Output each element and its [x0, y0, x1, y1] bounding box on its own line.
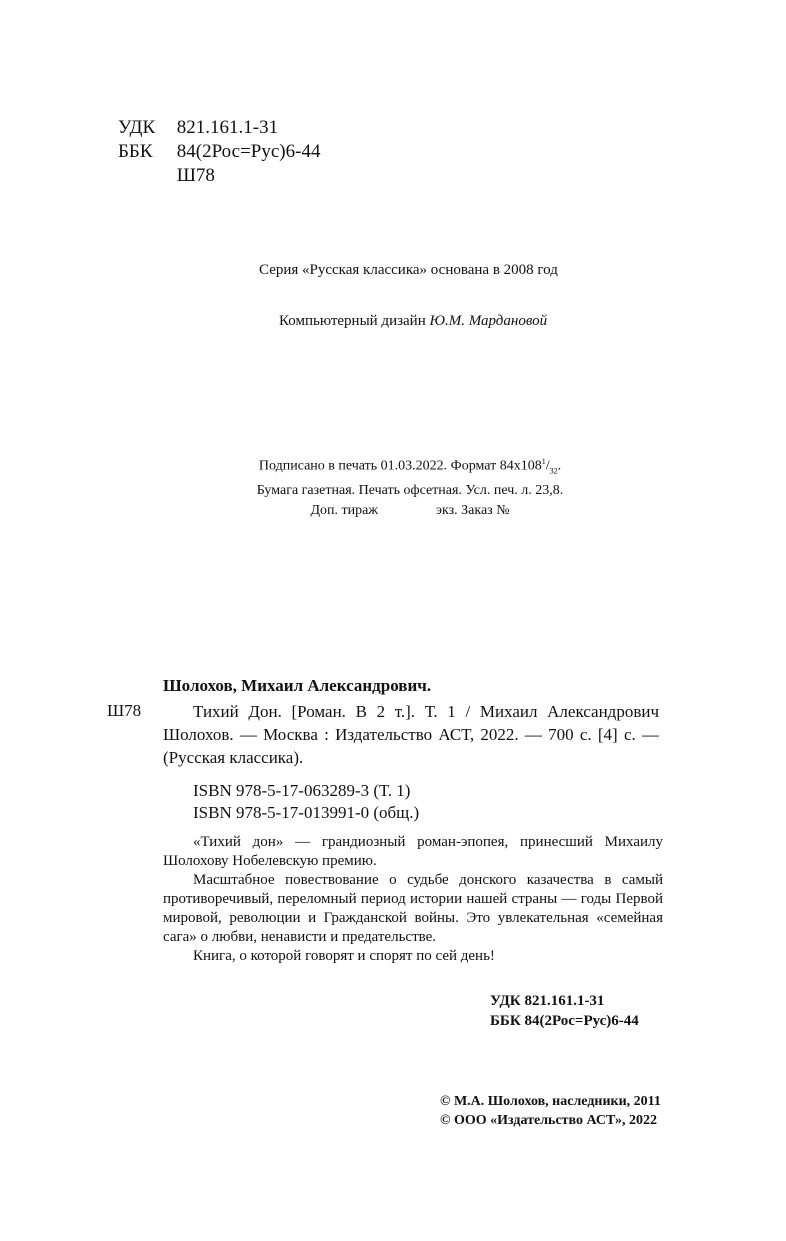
- design-credit-prefix: Компьютерный дизайн: [279, 313, 426, 329]
- annotation-paragraph: Масштабное повествование о судьбе донского казачества в самый противоречивый, переломный период истории нашей страны — годы Первой мировой, революции и Гражданской войны. Это увлекательная «семейная сага» о любви, ненависти и предательстве.: [163, 872, 663, 945]
- classification-block: [118, 116, 320, 188]
- design-credit: [279, 313, 547, 330]
- imprint-line-2: Бумага газетная. Печать офсетная. Усл. печ. л. 23,8.: [256, 483, 564, 499]
- copyright-author: © М.А. Шолохов, наследники, 2011: [440, 1094, 661, 1109]
- isbn-block: [193, 780, 419, 824]
- copyright-publisher: © ООО «Издательство АСТ», 2022: [440, 1113, 658, 1128]
- author-mark: Ш78: [176, 165, 215, 186]
- udk-value: 821.161.1-31: [176, 117, 279, 138]
- imprint-line-1: Подписано в печать 01.03.2022. Формат $84x108^1/_{32}$.: [258, 457, 562, 476]
- annotation: [163, 833, 663, 966]
- author-heading: Шолохов, Михаил Александрович.: [163, 676, 432, 695]
- format-denominator: 32: [549, 466, 558, 476]
- udk-label: УДК: [118, 117, 156, 138]
- author-mark-line: [118, 164, 320, 188]
- imprint-line-3: Доп. тираж экз. Заказ №: [310, 503, 510, 519]
- bibliographic-description: Тихий Дон. [Роман. В 2 т.]. Т. 1 / Михаил Александрович Шолохов. — Москва : Издательство АСТ, 2022. — 700 с. [4] с. — (Русская классика).: [163, 702, 659, 767]
- isbn-volume: ISBN 978-5-17-063289-3 (Т. 1): [193, 781, 411, 800]
- catalog-codes: [490, 991, 639, 1031]
- copyright-block: [440, 1092, 661, 1130]
- catalog-author-mark: Ш78: [107, 701, 142, 720]
- format-numerator: 1: [541, 457, 546, 466]
- isbn-set: ISBN 978-5-17-013991-0 (общ.): [193, 803, 420, 822]
- bbk-line: [118, 140, 320, 164]
- bbk-value: 84(2Рос=Рус)6-44: [176, 141, 321, 162]
- series-note: Серия «Русская классика» основана в 2008 год: [259, 262, 558, 278]
- designer-name: Ю.М. Мардановой: [429, 313, 548, 329]
- annotation-paragraph: Книга, о которой говорят и спорят по сей день!: [193, 948, 495, 964]
- catalog-udk: УДК 821.161.1-31: [490, 993, 605, 1009]
- catalog-bbk: ББК 84(2Рос=Рус)6-44: [490, 1013, 639, 1029]
- udk-line: [118, 116, 320, 140]
- bbk-label: ББК: [118, 141, 153, 162]
- imprint-block: [200, 452, 620, 521]
- annotation-paragraph: «Тихий дон» — грандиозный роман-эпопея, принесший Михаилу Шолохову Нобелевскую премию.: [163, 834, 663, 869]
